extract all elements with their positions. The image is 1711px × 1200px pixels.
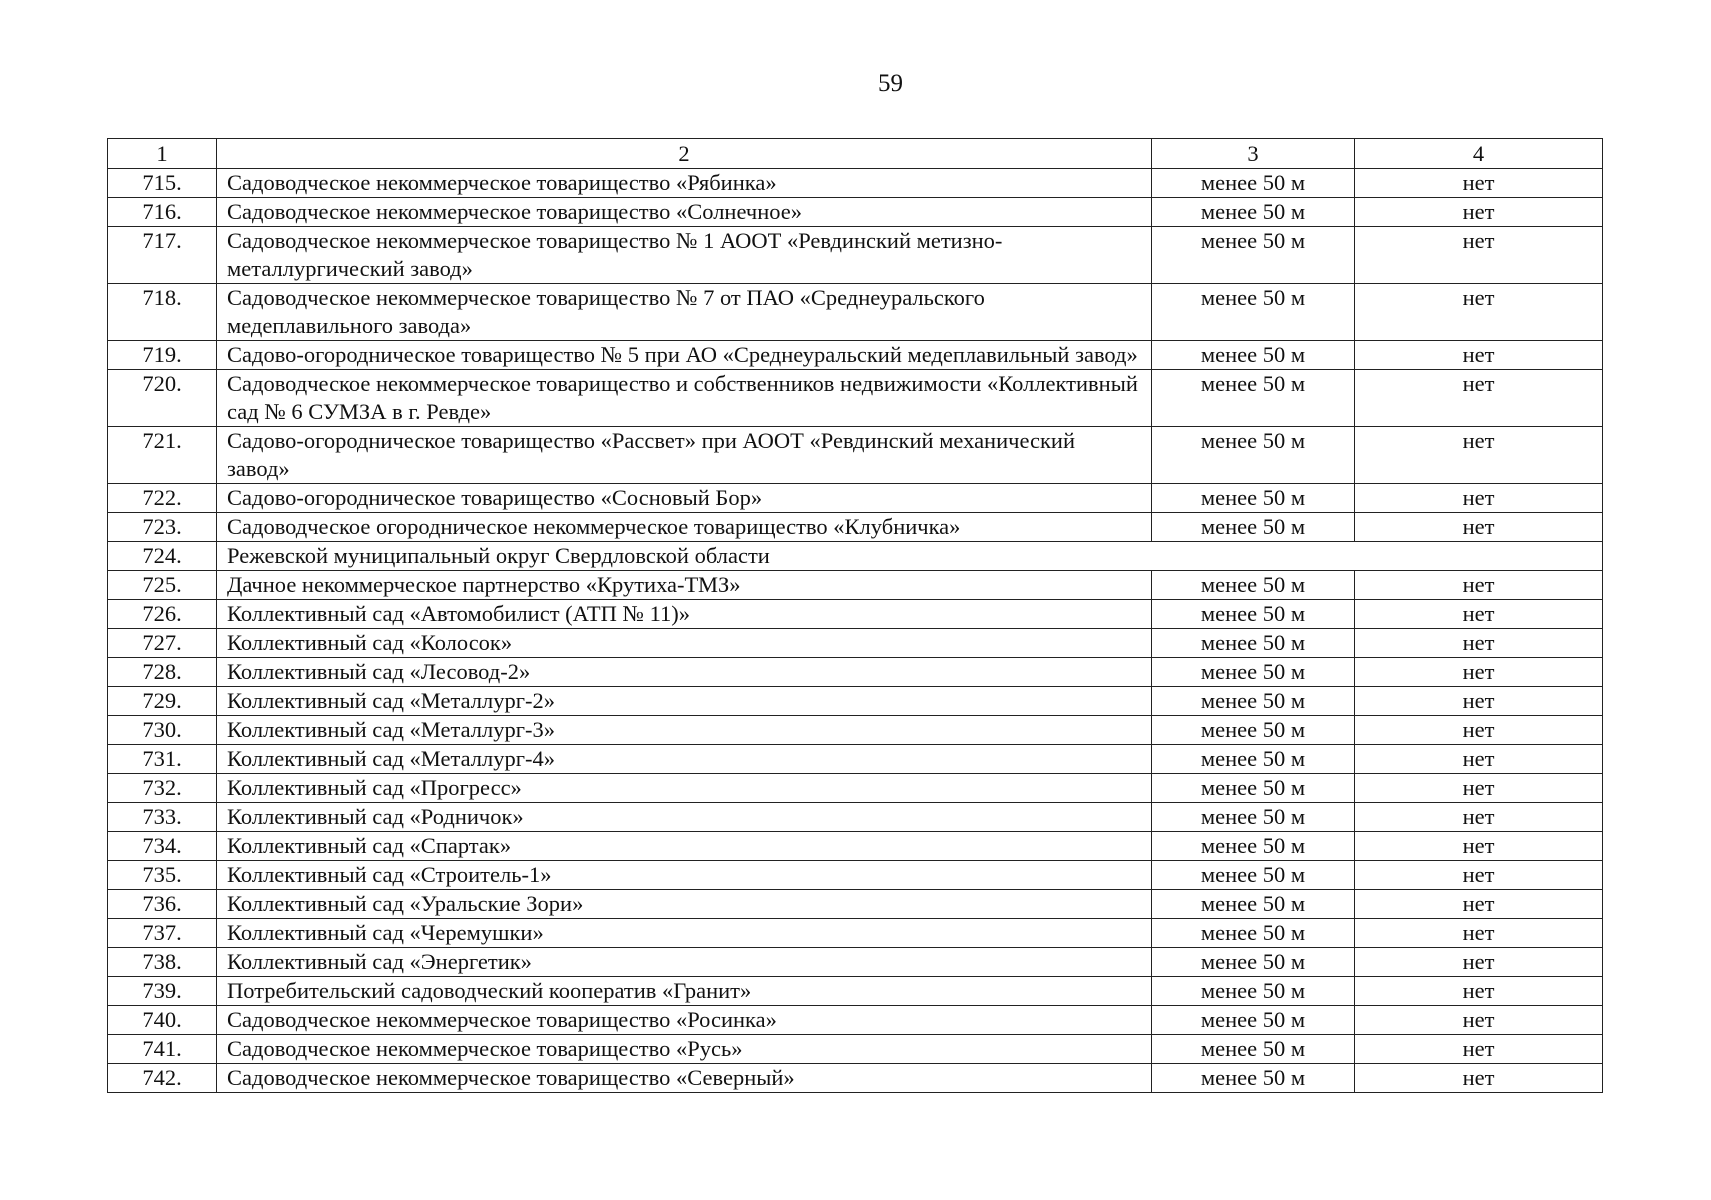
table-section-row — [108, 542, 1603, 571]
distance-value: менее 50 м — [1152, 687, 1355, 716]
organization-name: Дачное некоммерческое партнерство «Крутиха-ТМЗ» — [217, 571, 1152, 600]
table-row — [108, 1064, 1603, 1093]
row-number: 720. — [108, 370, 217, 427]
flag-value: нет — [1355, 774, 1603, 803]
distance-value: менее 50 м — [1152, 427, 1355, 484]
flag-value: нет — [1355, 513, 1603, 542]
organization-name: Коллективный сад «Металлург-3» — [217, 716, 1152, 745]
flag-value: нет — [1355, 1035, 1603, 1064]
distance-value: менее 50 м — [1152, 571, 1355, 600]
flag-value: нет — [1355, 1006, 1603, 1035]
flag-value: нет — [1355, 861, 1603, 890]
organization-name: Коллективный сад «Металлург-2» — [217, 687, 1152, 716]
organization-name: Садоводческое некоммерческое товарищество «Северный» — [217, 1064, 1152, 1093]
row-number: 733. — [108, 803, 217, 832]
flag-value: нет — [1355, 890, 1603, 919]
organization-name: Садоводческое некоммерческое товарищество № 1 АООТ «Ревдинский метизно-металлургический завод» — [217, 227, 1152, 284]
organization-name: Садово-огородническое товарищество № 5 при АО «Среднеуральский медеплавильный завод» — [217, 341, 1152, 370]
section-title: Режевской муниципальный округ Свердловской области — [217, 542, 1603, 571]
row-number: 737. — [108, 919, 217, 948]
row-number: 730. — [108, 716, 217, 745]
table-row — [108, 1006, 1603, 1035]
row-number: 716. — [108, 198, 217, 227]
table-row — [108, 198, 1603, 227]
flag-value: нет — [1355, 571, 1603, 600]
organization-name: Коллективный сад «Спартак» — [217, 832, 1152, 861]
organization-name: Коллективный сад «Строитель-1» — [217, 861, 1152, 890]
distance-value: менее 50 м — [1152, 370, 1355, 427]
organization-name: Садоводческое некоммерческое товарищество «Рябинка» — [217, 169, 1152, 198]
table-row — [108, 803, 1603, 832]
table-row — [108, 890, 1603, 919]
row-number: 723. — [108, 513, 217, 542]
row-number: 726. — [108, 600, 217, 629]
header-col-1: 1 — [108, 139, 217, 169]
row-number: 731. — [108, 745, 217, 774]
flag-value: нет — [1355, 687, 1603, 716]
row-number: 721. — [108, 427, 217, 484]
distance-value: менее 50 м — [1152, 745, 1355, 774]
flag-value: нет — [1355, 370, 1603, 427]
organization-name: Коллективный сад «Автомобилист (АТП № 11)» — [217, 600, 1152, 629]
flag-value: нет — [1355, 629, 1603, 658]
table-row — [108, 427, 1603, 484]
table-row — [108, 484, 1603, 513]
flag-value: нет — [1355, 169, 1603, 198]
row-number: 740. — [108, 1006, 217, 1035]
table-row — [108, 284, 1603, 341]
row-number: 734. — [108, 832, 217, 861]
flag-value: нет — [1355, 198, 1603, 227]
table-row — [108, 169, 1603, 198]
distance-value: менее 50 м — [1152, 832, 1355, 861]
row-number: 729. — [108, 687, 217, 716]
flag-value: нет — [1355, 803, 1603, 832]
distance-value: менее 50 м — [1152, 341, 1355, 370]
distance-value: менее 50 м — [1152, 658, 1355, 687]
distance-value: менее 50 м — [1152, 198, 1355, 227]
flag-value: нет — [1355, 919, 1603, 948]
table-row — [108, 861, 1603, 890]
header-col-2: 2 — [217, 139, 1152, 169]
distance-value: менее 50 м — [1152, 919, 1355, 948]
table-row — [108, 774, 1603, 803]
flag-value: нет — [1355, 716, 1603, 745]
distance-value: менее 50 м — [1152, 1064, 1355, 1093]
flag-value: нет — [1355, 977, 1603, 1006]
table-row — [108, 745, 1603, 774]
table-row — [108, 227, 1603, 284]
row-number: 718. — [108, 284, 217, 341]
distance-value: менее 50 м — [1152, 861, 1355, 890]
organization-name: Коллективный сад «Энергетик» — [217, 948, 1152, 977]
table-row — [108, 832, 1603, 861]
organization-name: Коллективный сад «Колосок» — [217, 629, 1152, 658]
flag-value: нет — [1355, 484, 1603, 513]
page-number: 59 — [878, 70, 903, 97]
row-number: 717. — [108, 227, 217, 284]
row-number: 738. — [108, 948, 217, 977]
organization-name: Садоводческое некоммерческое товарищество «Солнечное» — [217, 198, 1152, 227]
table-row — [108, 571, 1603, 600]
distance-value: менее 50 м — [1152, 774, 1355, 803]
distance-value: менее 50 м — [1152, 977, 1355, 1006]
table-row — [108, 629, 1603, 658]
flag-value: нет — [1355, 832, 1603, 861]
organization-name: Коллективный сад «Родничок» — [217, 803, 1152, 832]
flag-value: нет — [1355, 658, 1603, 687]
table-row — [108, 370, 1603, 427]
distance-value: менее 50 м — [1152, 284, 1355, 341]
organization-name: Коллективный сад «Уральские Зори» — [217, 890, 1152, 919]
table-row — [108, 919, 1603, 948]
distance-value: менее 50 м — [1152, 948, 1355, 977]
organization-name: Садоводческое некоммерческое товарищество «Русь» — [217, 1035, 1152, 1064]
row-number: 728. — [108, 658, 217, 687]
row-number: 735. — [108, 861, 217, 890]
distance-value: менее 50 м — [1152, 513, 1355, 542]
distance-value: менее 50 м — [1152, 890, 1355, 919]
distance-value: менее 50 м — [1152, 169, 1355, 198]
row-number: 736. — [108, 890, 217, 919]
organization-name: Потребительский садоводческий кооператив «Гранит» — [217, 977, 1152, 1006]
organization-name: Садоводческое некоммерческое товарищество № 7 от ПАО «Среднеуральского медеплавильного завода» — [217, 284, 1152, 341]
flag-value: нет — [1355, 745, 1603, 774]
table-row — [108, 716, 1603, 745]
table-row — [108, 687, 1603, 716]
row-number: 715. — [108, 169, 217, 198]
table-row — [108, 658, 1603, 687]
distance-value: менее 50 м — [1152, 600, 1355, 629]
flag-value: нет — [1355, 600, 1603, 629]
distance-value: менее 50 м — [1152, 484, 1355, 513]
row-number: 727. — [108, 629, 217, 658]
table-row — [108, 1035, 1603, 1064]
flag-value: нет — [1355, 227, 1603, 284]
flag-value: нет — [1355, 948, 1603, 977]
organization-name: Садоводческое огородническое некоммерческое товарищество «Клубничка» — [217, 513, 1152, 542]
row-number: 732. — [108, 774, 217, 803]
row-number: 742. — [108, 1064, 217, 1093]
flag-value: нет — [1355, 341, 1603, 370]
organization-name: Садово-огородническое товарищество «Рассвет» при АООТ «Ревдинский механический завод» — [217, 427, 1152, 484]
distance-value: менее 50 м — [1152, 1035, 1355, 1064]
organization-name: Коллективный сад «Металлург-4» — [217, 745, 1152, 774]
table-row — [108, 977, 1603, 1006]
organization-name: Садово-огородническое товарищество «Сосновый Бор» — [217, 484, 1152, 513]
organization-name: Коллективный сад «Лесовод-2» — [217, 658, 1152, 687]
row-number: 741. — [108, 1035, 217, 1064]
distance-value: менее 50 м — [1152, 1006, 1355, 1035]
table-row — [108, 948, 1603, 977]
table-row — [108, 600, 1603, 629]
organization-name: Коллективный сад «Прогресс» — [217, 774, 1152, 803]
distance-value: менее 50 м — [1152, 227, 1355, 284]
row-number: 722. — [108, 484, 217, 513]
flag-value: нет — [1355, 284, 1603, 341]
document-table — [107, 138, 1603, 1093]
table-row — [108, 341, 1603, 370]
flag-value: нет — [1355, 427, 1603, 484]
row-number: 724. — [108, 542, 217, 571]
table-row — [108, 513, 1603, 542]
distance-value: менее 50 м — [1152, 716, 1355, 745]
organization-name: Садоводческое некоммерческое товарищество «Росинка» — [217, 1006, 1152, 1035]
distance-value: менее 50 м — [1152, 629, 1355, 658]
header-col-4: 4 — [1355, 139, 1603, 169]
organization-name: Садоводческое некоммерческое товарищество и собственников недвижимости «Коллективный сад № 6 СУМЗА в г. Ревде» — [217, 370, 1152, 427]
distance-value: менее 50 м — [1152, 803, 1355, 832]
header-col-3: 3 — [1152, 139, 1355, 169]
row-number: 725. — [108, 571, 217, 600]
row-number: 719. — [108, 341, 217, 370]
table-header-row — [108, 139, 1603, 169]
row-number: 739. — [108, 977, 217, 1006]
flag-value: нет — [1355, 1064, 1603, 1093]
organization-name: Коллективный сад «Черемушки» — [217, 919, 1152, 948]
